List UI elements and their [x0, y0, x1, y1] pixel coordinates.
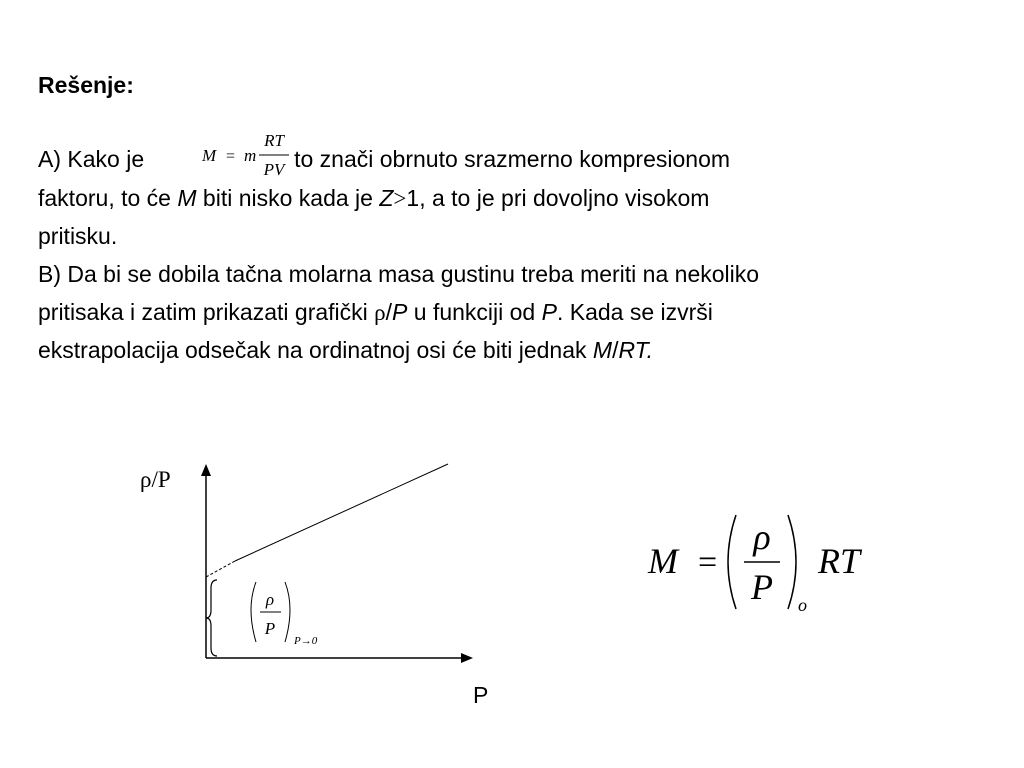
main-rhs: RT: [818, 541, 861, 581]
main-formula: [640, 505, 880, 625]
para-a-text: 1, a to je pri dovoljno visokom: [406, 185, 710, 211]
y-axis-label: ρ/P: [140, 467, 171, 492]
solution-heading: Rešenje:: [38, 72, 134, 98]
para-b-text: . Kada se izvrši: [556, 299, 713, 325]
y-axis-arrow: [201, 464, 211, 476]
intercept-num: ρ: [265, 590, 275, 609]
inline-formula: [200, 130, 315, 180]
main-lhs: M: [648, 541, 678, 581]
var-p: P: [541, 299, 557, 325]
slash: /: [612, 337, 619, 363]
slash: /: [385, 299, 393, 325]
left-paren: [251, 582, 256, 642]
formula-m: m: [244, 146, 257, 165]
data-line: [235, 464, 448, 561]
var-m: M: [177, 185, 197, 211]
para-b-line2: [38, 293, 713, 332]
para-b-text: ekstrapolacija odsečak na ordinatnoj osi će biti jednak: [38, 337, 593, 363]
graph: [190, 460, 490, 670]
para-b-text: pritisaka i zatim prikazati grafički: [38, 299, 375, 325]
para-a-text: faktoru, to će: [38, 185, 178, 211]
var-z: Z: [379, 185, 394, 211]
para-a-prefix: A) Kako je: [38, 146, 145, 172]
main-eq: =: [698, 544, 718, 581]
var-p: P: [392, 299, 408, 325]
rho-symbol: ρ: [374, 300, 386, 325]
para-a-line1: [38, 140, 730, 178]
para-a-line2: [38, 179, 709, 218]
para-a-line3: pritisku.: [38, 223, 118, 249]
para-a-text: biti nisko kada je: [196, 185, 380, 211]
intercept-brace: [206, 580, 217, 656]
var-rt: RT.: [618, 337, 653, 363]
intercept-den: P: [264, 619, 276, 638]
para-a-suffix: to znači obrnuto srazmerno kompresionom: [294, 146, 731, 172]
formula-eq: =: [226, 148, 236, 165]
x-axis-arrow: [461, 653, 473, 663]
main-right-paren: [788, 515, 796, 609]
formula-den: PV: [263, 160, 285, 179]
var-m: M: [592, 337, 613, 363]
main-sub: o: [798, 595, 807, 615]
right-paren: [285, 582, 290, 642]
formula-num: RT: [264, 131, 284, 150]
main-num: ρ: [753, 517, 771, 557]
gt-symbol: >: [393, 186, 407, 211]
intercept-sub: P→0: [294, 635, 318, 647]
formula-lhs: M: [202, 146, 217, 165]
para-b-line1: B) Da bi se dobila tačna molarna masa gustinu treba meriti na nekoliko: [38, 261, 760, 287]
para-b-text: u funkciji od: [407, 299, 542, 325]
main-left-paren: [728, 515, 736, 609]
para-b-line3: [38, 331, 653, 369]
extrapolation-line: [206, 561, 235, 577]
main-den: P: [751, 567, 773, 607]
x-axis-label: P: [473, 682, 489, 708]
